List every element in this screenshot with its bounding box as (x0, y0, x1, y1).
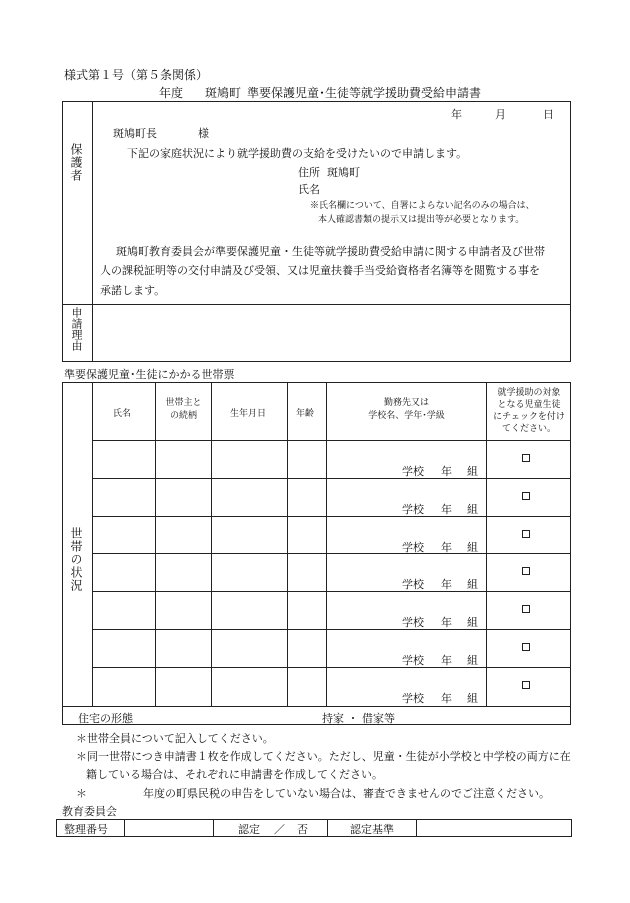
row-grade: 年 (441, 503, 452, 516)
row-class: 組 (467, 503, 478, 516)
row-grade: 年 (441, 465, 452, 478)
household-side-label: 世帯の状況 (69, 527, 83, 592)
target-checkbox[interactable] (522, 643, 530, 651)
date-day: 日 (543, 108, 554, 121)
address-value[interactable]: 斑鳩町 (327, 166, 360, 179)
row-class: 組 (467, 692, 478, 705)
note-3-mark: ＊ (76, 787, 87, 800)
col-header-check: 就学援助の対象 となる児童生徒 にチェックを付け てください。 (493, 388, 565, 434)
row-school: 学校 (402, 692, 424, 705)
consent-line2: 人の課税証明等の交付申請及び受領、又は児童扶養手当受給資格者名簿等を閲覧する事を (100, 264, 540, 277)
row-grade: 年 (441, 654, 452, 667)
row-school: 学校 (402, 541, 424, 554)
note-2a: ＊同一世帯につき申請書１枚を作成してください。ただし、児童・生徒が小学校と中学校の両方に在 (76, 750, 571, 763)
target-checkbox[interactable] (522, 567, 530, 575)
col-header-workplace: 勤務先又は 学校名、学年･学級 (368, 398, 445, 421)
note-3: 年度の町県民税の申告をしていない場合は、審査できませんのでご注意ください。 (143, 787, 550, 800)
target-checkbox[interactable] (522, 492, 530, 500)
col-header-birthdate: 生年月日 (230, 409, 267, 419)
target-checkbox[interactable] (522, 454, 530, 462)
reason-field[interactable] (94, 306, 569, 360)
date-year: 年 (451, 108, 462, 121)
row-school: 学校 (402, 654, 424, 667)
col-header-name: 氏名 (113, 409, 132, 419)
consent-line1: 斑鳩町教育委員会が準要保護児童・生徒等就学援助費受給申請に関する申請者及び世帯 (116, 245, 545, 258)
target-checkbox[interactable] (522, 530, 530, 538)
row-class: 組 (467, 465, 478, 478)
page-title: 準要保護児童･生徒等就学援助費受給申請書 (247, 86, 482, 100)
row-grade: 年 (441, 616, 452, 629)
addressee: 斑鳩町長 (113, 127, 157, 140)
title-nendo: 年度 (159, 86, 184, 100)
name-label: 氏名 (298, 183, 320, 196)
row-school: 学校 (402, 578, 424, 591)
row-school: 学校 (402, 616, 424, 629)
household-section-title: 準要保護児童･生徒にかかる世帯票 (64, 368, 235, 381)
residence-options[interactable]: 持家 ・ 借家等 (322, 712, 395, 725)
row-grade: 年 (441, 692, 452, 705)
name-note-line1: ※氏名欄について、自署によらない記名のみの場合は、 (310, 201, 535, 211)
form-number: 様式第１号（第５条関係） (64, 68, 209, 82)
consent-line3: 承諾します。 (100, 284, 166, 297)
row-grade: 年 (441, 578, 452, 591)
note-2b: 籍している場合は、それぞれに申請書を作成してください。 (86, 768, 383, 781)
guardian-label: 保護者 (69, 143, 83, 182)
deny-label: 否 (297, 823, 308, 836)
approve-label: 認定 (238, 823, 260, 836)
request-text: 下記の家庭状況により就学援助費の支給を受けたいので申請します。 (127, 147, 468, 160)
target-checkbox[interactable] (522, 681, 530, 689)
criteria-label: 認定基準 (350, 823, 394, 836)
row-class: 組 (467, 616, 478, 629)
name-note-line2: 本人確認書類の提示又は提出等が必要となります。 (318, 215, 525, 225)
row-class: 組 (467, 541, 478, 554)
col-header-relation: 世帯主と の続柄 (165, 398, 202, 421)
target-checkbox[interactable] (522, 605, 530, 613)
row-class: 組 (467, 578, 478, 591)
reason-label: 申請理由 (70, 307, 83, 351)
ref-number-label: 整理番号 (64, 823, 108, 836)
row-grade: 年 (441, 541, 452, 554)
row-school: 学校 (402, 503, 424, 516)
col-header-age: 年齢 (296, 409, 315, 419)
row-class: 組 (467, 654, 478, 667)
approve-slash: ／ (274, 823, 285, 836)
row-school: 学校 (402, 465, 424, 478)
note-1: ＊世帯全員について記入してください。 (76, 732, 274, 745)
address-label: 住所 (298, 166, 320, 179)
date-month: 月 (495, 108, 506, 121)
committee-title: 教育委員会 (62, 805, 117, 818)
title-town: 斑鳩町 (205, 86, 242, 100)
committee-table (56, 819, 572, 837)
addressee-honorific: 様 (198, 127, 209, 140)
name-field[interactable] (325, 181, 545, 195)
residence-label: 住宅の形態 (78, 712, 133, 725)
